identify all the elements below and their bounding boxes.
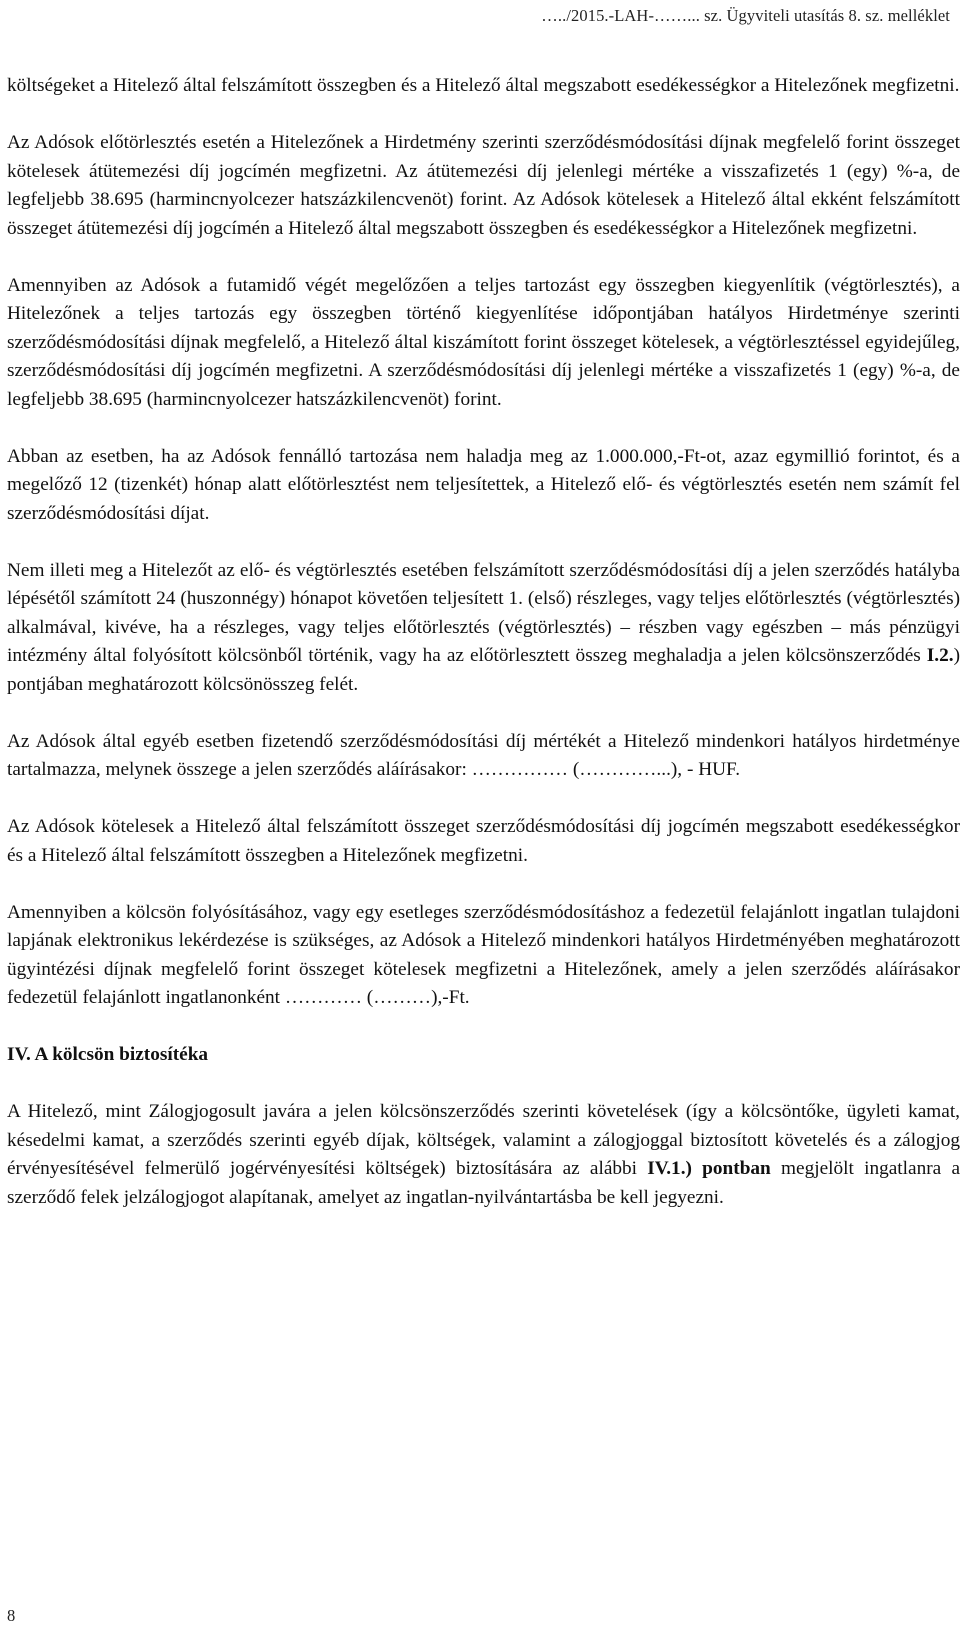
- text-run: ) pontjában meghatározott kölcsönösszeg felét.: [7, 645, 960, 695]
- paragraph-egyeb-eset: Az Adósok által egyéb esetben fizetendő szerződésmódosítási díj mértékét a Hitelező mindenkori hatályos hirdetménye tartalmazza, melynek összege a jelen szerződés aláírásakor: …………… (…………...), - HUF.: [7, 730, 960, 780]
- text-run: A Hitelező, mint Zálogjogosult javára a jelen kölcsönszerződés szerinti követelések (így a kölcsöntőke, ügyleti kamat, késedelmi kamat, a szerződés szerinti egyéb díjak, költségek, valamint a zálogjoggal biztosított követelés és a zálogjog érvényesítésével felmerülő jogérvényesítési költségek) biztosítására az alábbi: [7, 1101, 960, 1179]
- paragraph-egymillio: Abban az esetben, ha az Adósok fennálló tartozása nem haladja meg az 1.000.000,-Ft-ot, azaz egymillió forintot, és a megelőző 12 (tizenkét) hónap alatt előtörlesztést nem teljesítettek, a Hitelező elő- és végtörlesztés esetén nem számít fel szerződésmódosítási díjat.: [7, 445, 960, 524]
- text-run: Nem illeti meg a Hitelezőt az elő- és végtörlesztés esetében felszámított szerződésmódosítási díj a jelen szerződés hatályba lépésétől számított 24 (huszonnégy) hónapot követően teljesített 1. (első) részleges, vagy teljes előtörlesztés (végtörlesztés) alkalmával, kivéve, ha a részleges, vagy teljes előtörlesztés (végtörlesztés) – részben vagy egészben – más pénzügyi intézmény által folyósított kölcsönből történik, vagy ha az előtörlesztett összeg meghaladja a jelen kölcsönszerződés: [7, 559, 960, 666]
- text-run: megjelölt ingatlanra a szerződő felek jelzálogjogot alapítanak, amelyet az ingatlan-nyilvántartásba be kell jegyezni.: [7, 1158, 960, 1208]
- paragraph-zalogjog: [7, 1098, 960, 1212]
- paragraph-vegtorlesztes: Amennyiben az Adósok a futamidő végét megelőzően a teljes tartozást egy összegben kiegyenlítik (végtörlesztés), a Hitelezőnek a teljes tartozás egy összegben történő kiegyenlítése időpontjában hatályos Hirdetménye szerinti szerződésmódosítási díjnak megfelelő, a Hitelező által kiszámított forint összeget kötelesek, a végtörlesztéssel egyidejűleg, szerződésmódosítási díj jogcímén megfizetni. A szerződésmódosítási díj jelenlegi mértéke a visszafizetés 1 (egy) %-a, de legfeljebb 38.695 (harmincnyolcezer hatszázkilencvenöt) forint.: [7, 274, 960, 410]
- bold-reference: IV.1.) pontban: [647, 1158, 771, 1179]
- page-header: …../2015.-LAH-……... sz. Ügyviteli utasítás 8. sz. melléklet: [541, 6, 950, 25]
- paragraph-nem-illeti: [7, 557, 960, 700]
- section-title: IV. A kölcsön biztosítéka: [7, 1044, 209, 1065]
- document-body: [7, 72, 960, 1241]
- paragraph-kotelesek: Az Adósok kötelesek a Hitelező által felszámított összeget szerződésmódosítási díj jogcímén megszabott esedékességkor és a Hitelező által felszámított összegben a Hitelezőnek megfizetni.: [7, 816, 960, 866]
- paragraph-ugyintezesi-dij: Amennyiben a kölcsön folyósításához, vagy egy esetleges szerződésmódosításhoz a fedezetül felajánlott ingatlan tulajdoni lapjának elektronikus lekérdezése is szükséges, az Adósok a Hitelező mindenkori hatályos Hirdetményében meghatározott ügyintézési díjnak megfelelő forint összeget kötelesek megfizetni a Hitelezőnek, amely a jelen szerződés aláírásakor fedezetül felajánlott ingatlanonként ………… (………),-Ft.: [7, 901, 960, 1008]
- bold-reference: I.2.: [926, 645, 954, 666]
- paragraph-elotorlesztes: Az Adósok előtörlesztés esetén a Hitelezőnek a Hirdetmény szerinti szerződésmódosítási díjnak megfelelő forint összeget kötelesek átütemezési díj jogcímén megfizetni. Az átütemezési díj jelenlegi mértéke a visszafizetés 1 (egy) %-a, de legfeljebb 38.695 (harmincnyolcezer hatszázkilencvenöt) forint. Az Adósok kötelesek a Hitelező által ekként felszámított összeget átütemezési díj jogcímén a Hitelező által megszabott összegben és esedékességkor a Hitelezőnek megfizetni.: [7, 132, 960, 239]
- page-number: 8: [7, 1606, 16, 1625]
- paragraph-koltsegek: költségeket a Hitelező által felszámított összegben és a Hitelező által megszabott esedékességkor a Hitelezőnek megfizetni.: [7, 75, 960, 96]
